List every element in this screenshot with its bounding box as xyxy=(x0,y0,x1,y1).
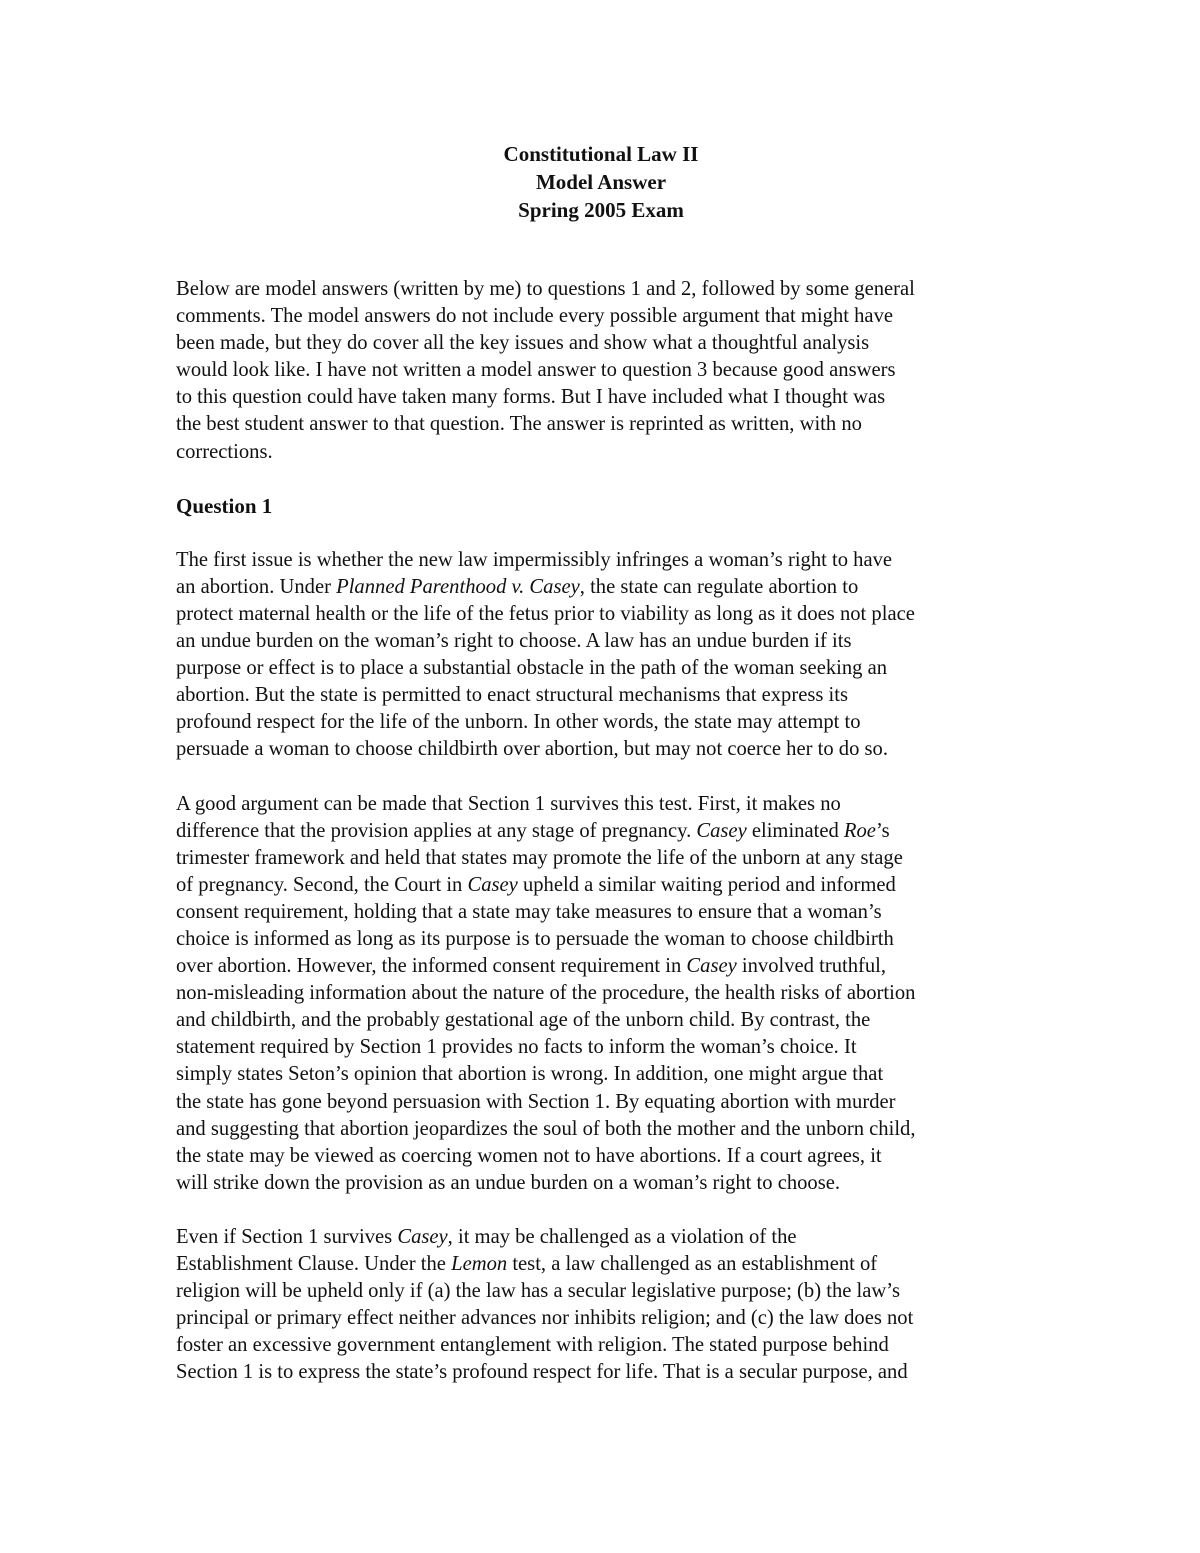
paragraph-line: an undue burden on the woman’s right to choose. A law has an undue burden if its xyxy=(176,630,852,653)
paragraph-line: and childbirth, and the probably gestational age of the unborn child. By contrast, the xyxy=(176,1009,871,1032)
question-1-paragraph-2 xyxy=(176,791,1026,1197)
case-name-italic: Planned Parenthood v. Casey xyxy=(336,575,580,598)
paragraph-line: and suggesting that abortion jeopardizes the soul of both the mother and the unborn child, xyxy=(176,1117,916,1140)
paragraph-line xyxy=(176,872,1026,899)
intro-line: to this question could have taken many forms. But I have included what I thought was xyxy=(176,386,886,409)
paragraph-line: the state has gone beyond persuasion with Section 1. By equating abortion with murder xyxy=(176,1090,896,1113)
case-name-italic: Casey xyxy=(467,873,518,896)
paragraph-line: trimester framework and held that states may promote the life of the unborn at any stage xyxy=(176,846,903,869)
paragraph-line: purpose or effect is to place a substantial obstacle in the path of the woman seeking an xyxy=(176,657,888,680)
intro-line: comments. The model answers do not include every possible argument that might have xyxy=(176,305,894,328)
paragraph-line: the state may be viewed as coercing women not to have abortions. If a court agrees, it xyxy=(176,1144,882,1167)
question-1-heading: Question 1 xyxy=(176,493,273,518)
paragraph-line: protect maternal health or the life of the fetus prior to viability as long as it does not place xyxy=(176,602,915,625)
paragraph-line: principal or primary effect neither advances nor inhibits religion; and (c) the law does not xyxy=(176,1307,914,1330)
text-run: , it may be challenged as a violation of the xyxy=(447,1225,797,1248)
paragraph-line: simply states Seton’s opinion that abortion is wrong. In addition, one might argue that xyxy=(176,1063,884,1086)
intro-line: the best student answer to that question. The answer is reprinted as written, with no xyxy=(176,413,862,436)
intro-paragraph xyxy=(176,276,1026,466)
text-run: an abortion. Under xyxy=(176,575,337,598)
text-run: , the state can regulate abortion to xyxy=(579,575,859,598)
text-run: involved truthful, xyxy=(736,955,887,978)
paragraph-line: Section 1 is to express the state’s profound respect for life. That is a secular purpose, and xyxy=(176,1361,908,1384)
paragraph-line xyxy=(176,953,1026,980)
paragraph-line xyxy=(176,818,1026,845)
text-run: over abortion. However, the informed consent requirement in xyxy=(176,955,687,978)
title-line-model-answer: Model Answer xyxy=(535,170,667,194)
question-1-paragraph-1 xyxy=(176,547,1026,764)
paragraph-line xyxy=(176,574,1026,601)
paragraph-line: persuade a woman to choose childbirth over abortion, but may not coerce her to do so. xyxy=(176,738,888,761)
paragraph-line: profound respect for the life of the unborn. In other words, the state may attempt to xyxy=(176,711,861,734)
case-name-italic: Casey xyxy=(696,819,747,842)
paragraph-line: choice is informed as long as its purpose is to persuade the woman to choose childbirth xyxy=(176,927,894,950)
paragraph-line: A good argument can be made that Section 1 survives this test. First, it makes no xyxy=(176,792,841,815)
paragraph-line: foster an excessive government entanglement with religion. The stated purpose behind xyxy=(176,1334,889,1357)
text-run: eliminated xyxy=(746,819,844,842)
title-line-exam: Spring 2005 Exam xyxy=(518,198,684,222)
paragraph-line: consent requirement, holding that a state may take measures to ensure that a woman’s xyxy=(176,900,882,923)
intro-line: would look like. I have not written a model answer to question 3 because good answers xyxy=(176,359,896,382)
paragraph-line: non-misleading information about the nature of the procedure, the health risks of abortion xyxy=(176,982,916,1005)
paragraph-line: abortion. But the state is permitted to enact structural mechanisms that express its xyxy=(176,684,848,707)
text-run: difference that the provision applies at any stage of pregnancy. xyxy=(176,819,697,842)
text-run: Establishment Clause. Under the xyxy=(176,1253,452,1275)
paragraph-line xyxy=(176,1224,1026,1251)
document-title xyxy=(176,140,1026,224)
paragraph-line xyxy=(176,1251,1026,1278)
intro-line: Below are model answers (written by me) to questions 1 and 2, followed by some general xyxy=(176,278,915,300)
question-1-paragraph-3 xyxy=(176,1224,1026,1387)
case-name-italic: Casey xyxy=(397,1225,448,1248)
paragraph-line: religion will be upheld only if (a) the law has a secular legislative purpose; (b) the law’s xyxy=(176,1280,900,1303)
paragraph-line: The first issue is whether the new law impermissibly infringes a woman’s right to have xyxy=(176,548,893,571)
case-name-italic: Roe xyxy=(843,819,876,842)
intro-line: been made, but they do cover all the key issues and show what a thoughtful analysis xyxy=(176,332,870,355)
text-run: Even if Section 1 survives xyxy=(176,1225,398,1248)
text-run: of pregnancy. Second, the Court in xyxy=(176,873,468,896)
intro-line: corrections. xyxy=(176,440,273,463)
text-run: upheld a similar waiting period and informed xyxy=(517,873,896,896)
paragraph-line: will strike down the provision as an undue burden on a woman’s right to choose. xyxy=(176,1171,841,1194)
paragraph-line: statement required by Section 1 provides no facts to inform the woman’s choice. It xyxy=(176,1036,857,1059)
document-page xyxy=(176,140,1026,1386)
text-run: test, a law challenged as an establishment of xyxy=(507,1253,878,1275)
case-name-italic: Casey xyxy=(686,955,737,978)
text-run: ’s xyxy=(875,819,890,842)
title-line-course: Constitutional Law II xyxy=(503,142,699,166)
case-name-italic: Lemon xyxy=(451,1253,508,1275)
